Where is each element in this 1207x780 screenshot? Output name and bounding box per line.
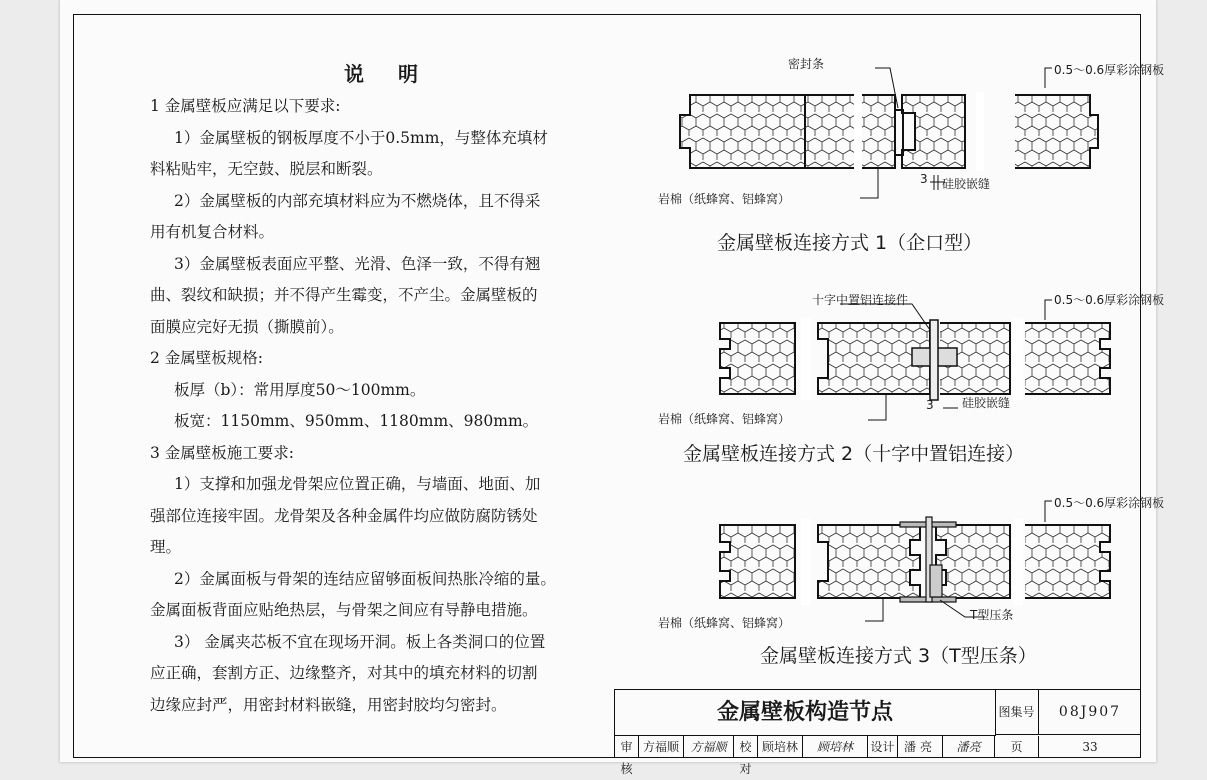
notes-line: 1）支撑和加强龙骨架应位置正确，与墙面、地面、加 [174, 475, 541, 493]
d3-label-steel-plate: 0.5～0.6厚彩涂钢板 [1054, 496, 1165, 510]
notes-line: 板厚（b）：常用厚度50～100mm。 [174, 380, 426, 399]
check-label: 校对 [734, 736, 758, 758]
designer-signature: 潘亮 [943, 736, 995, 758]
notes-line: 板宽：1150mm、950mm、1180mm、980mm。 [174, 412, 539, 430]
notes-line: 强部位连接牢固。龙骨架及各种金属件均应做防腐防锈处 [150, 506, 538, 525]
d3-label-t-strip: T型压条 [970, 608, 1014, 622]
atlas-number: 08J907 [1039, 690, 1141, 735]
notes-title: 说明 [344, 62, 452, 86]
designer-name: 潘亮 [898, 736, 943, 758]
d1-dim: 3 [920, 172, 928, 186]
d2-dim: 3 [926, 398, 934, 412]
notes-line: 边缘应封严，用密封材料嵌缝，用密封胶均匀密封。 [150, 695, 507, 714]
atlas-label: 图集号 [995, 690, 1039, 735]
page-number: 33 [1082, 740, 1098, 754]
title-block [614, 689, 1141, 776]
notes-line: 面膜应完好无损（撕膜前）。 [150, 317, 344, 336]
d2-label-connector: 十字中置铝连接件 [812, 293, 909, 307]
diagram-2-drawing [640, 290, 1140, 430]
d2-label-silicone: 硅胶嵌缝 [962, 396, 1011, 410]
d1-label-seal-strip: 密封条 [788, 57, 825, 71]
notes-line: 应正确，套割方正、边缘整齐，对其中的填充材料的切割 [150, 664, 538, 682]
notes-line: 2 金属壁板规格: [150, 349, 264, 367]
notes-line: 曲、裂纹和缺损；并不得产生霉变，不产尘。金属壁板的 [150, 286, 538, 304]
notes-line: 2）金属面板与骨架的连结应留够面板间热胀冷缩的量。 [174, 569, 556, 588]
review-label: 审核 [615, 736, 639, 758]
notes-line: 3）金属壁板表面应平整、光滑、色泽一致，不得有翘 [174, 254, 541, 273]
d3-label-core: 岩棉（纸蜂窝、铝蜂窝） [658, 616, 791, 630]
drawing-title: 金属壁板构造节点 [615, 690, 996, 736]
diagram-3-caption: 金属壁板连接方式 3（T型压条） [760, 645, 1037, 667]
notes-line: 1 金属壁板应满足以下要求: [150, 97, 341, 115]
d2-label-steel-plate: 0.5～0.6厚彩涂钢板 [1054, 293, 1165, 307]
notes-line: 用有机复合材料。 [150, 223, 275, 241]
d2-label-core: 岩棉（纸蜂窝、铝蜂窝） [658, 412, 791, 426]
page-label: 页 [995, 736, 1039, 758]
notes-line: 理。 [150, 538, 182, 556]
notes-line: 2）金属壁板的内部充填材料应为不燃烧体，且不得采 [174, 191, 541, 210]
diagram-2-caption: 金属壁板连接方式 2（十字中置铝连接） [683, 443, 1025, 465]
checker-signature: 顾培林 [803, 736, 868, 758]
d1-label-steel-plate: 0.5～0.6厚彩涂钢板 [1054, 63, 1165, 77]
notes-line: 3） 金属夹芯板不宜在现场开洞。板上各类洞口的位置 [174, 632, 546, 651]
diagram-1-caption: 金属壁板连接方式 1（企口型） [717, 232, 983, 254]
notes-line: 料粘贴牢，无空鼓、脱层和断裂。 [150, 160, 383, 178]
reviewer-signature: 方福顺 [684, 736, 734, 758]
diagram-3-drawing [640, 495, 1140, 630]
reviewer-name: 方福顺 [639, 736, 684, 758]
checker-name: 顾培林 [758, 736, 803, 758]
drawing-page [60, 0, 1165, 776]
notes-line: 3 金属壁板施工要求: [150, 443, 295, 462]
notes-line: 1）金属壁板的钢板厚度不小于0.5mm，与整体充填材 [174, 128, 548, 147]
d1-label-silicone: 硅胶嵌缝 [942, 177, 991, 191]
notes-line: 金属面板背面应贴绝热层，与骨架之间应有导静电措施。 [150, 601, 538, 619]
d1-label-core: 岩棉（纸蜂窝、铝蜂窝） [658, 192, 791, 206]
design-label: 设计 [868, 736, 898, 758]
notes-body [150, 91, 630, 721]
